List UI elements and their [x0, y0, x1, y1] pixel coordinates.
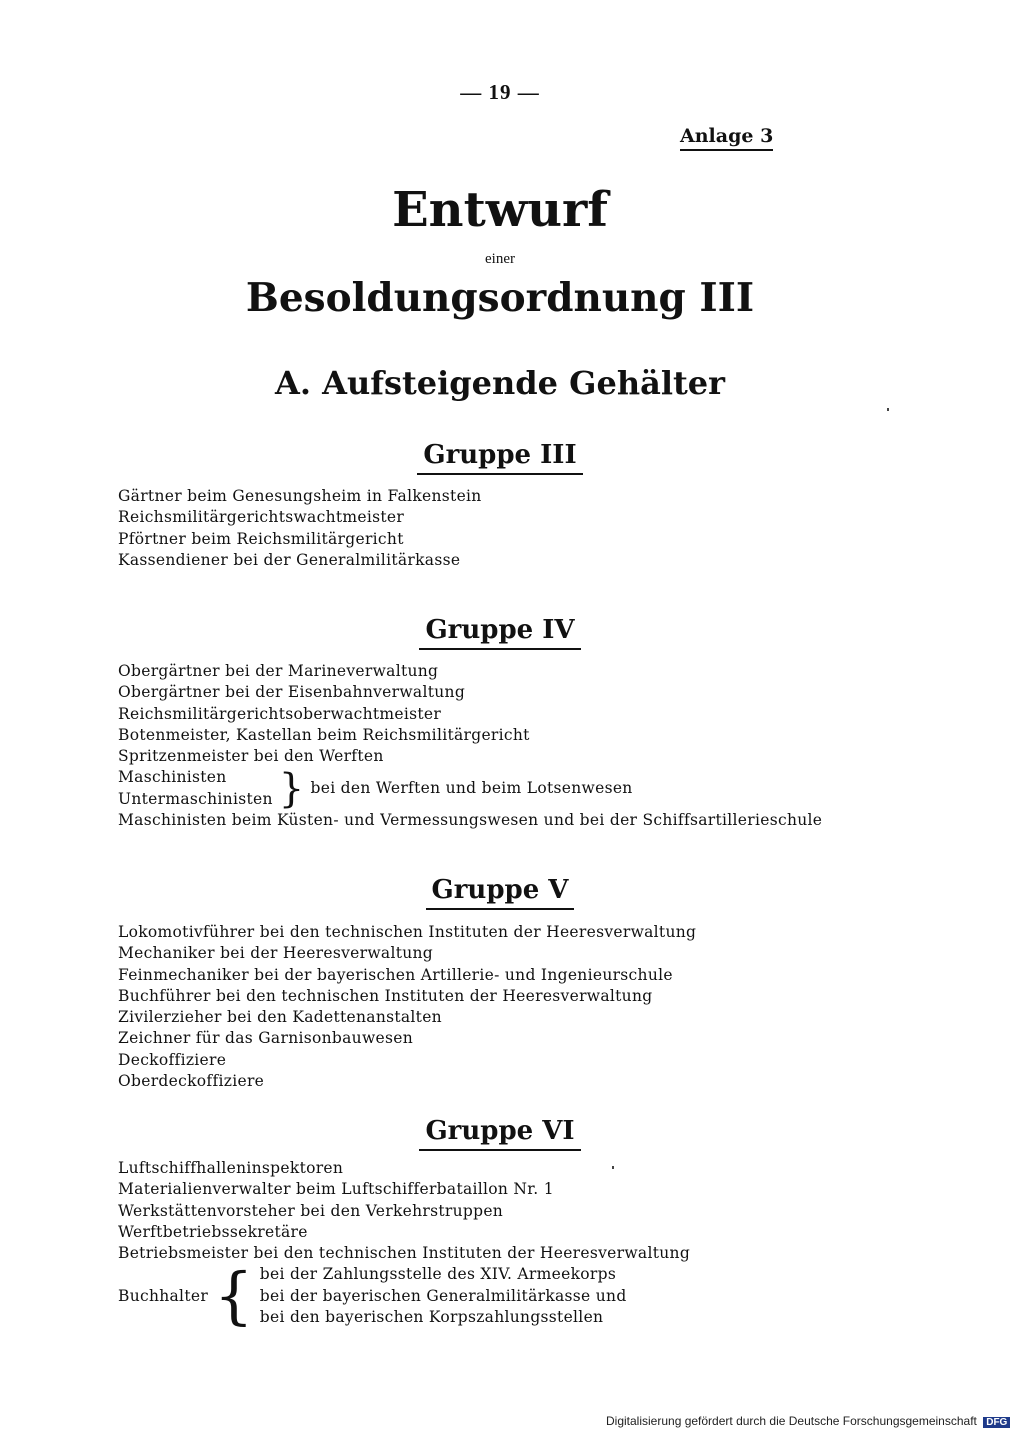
list-item: Lokomotivführer bei den technischen Instituten der Heeresverwaltung — [118, 923, 697, 941]
group-heading-vi — [0, 1116, 1000, 1151]
brace-label: Buchhalter — [118, 1286, 209, 1305]
right-brace: } — [278, 765, 305, 812]
list-item: Betriebsmeister bei den technischen Instituten der Heeresverwaltung — [118, 1244, 691, 1263]
brace-group — [118, 767, 822, 810]
group-iv-list — [118, 661, 822, 831]
left-brace: { — [214, 1259, 254, 1333]
list-item: Maschinisten beim Küsten- und Vermessungswesen und bei der Schiffsartillerieschule — [118, 811, 823, 830]
list-item: Luftschiffhalleninspektoren — [118, 1159, 344, 1177]
list-item: Werkstättenvorsteher bei den Verkehrstruppen — [118, 1201, 504, 1220]
group-heading-v — [0, 875, 1000, 910]
footer-credit — [606, 1414, 1010, 1428]
section-heading: A. Aufsteigende Gehälter — [275, 364, 725, 402]
list-item: Werftbetriebssekretäre — [118, 1222, 308, 1241]
group-heading-iv — [0, 615, 1000, 650]
list-item: Oberdeckoffiziere — [118, 1072, 265, 1091]
group-heading-vi-label: Gruppe VI — [419, 1116, 580, 1151]
list-item: Mechaniker bei der Heeresverwaltung — [118, 944, 434, 963]
document-subtitle: Besoldungsordnung III — [245, 275, 755, 321]
footer-text: Digitalisierung gefördert durch die Deutsche Forschungsgemeinschaft — [606, 1414, 977, 1428]
list-item: Reichsmilitärgerichtsoberwachtmeister — [118, 704, 442, 723]
scan-speck — [612, 1166, 614, 1169]
list-item: Reichsmilitärgerichtswachtmeister — [118, 508, 405, 527]
group-v-list — [118, 922, 696, 1092]
list-item: Zivilerzieher bei den Kadettenanstalten — [118, 1008, 442, 1027]
document-title: Entwurf — [392, 182, 608, 238]
list-item: Kassendiener bei der Generalmilitärkasse — [118, 550, 461, 569]
brace-items — [118, 767, 273, 810]
group-heading-iii — [0, 440, 1000, 475]
list-item: bei der Zahlungsstelle des XIV. Armeekorps — [259, 1265, 617, 1284]
list-item: Spritzenmeister bei den Werften — [118, 747, 384, 766]
brace-text: bei den Werften und beim Lotsenwesen — [310, 779, 633, 798]
list-item: Maschinisten — [118, 768, 227, 787]
group-heading-iii-label: Gruppe III — [417, 440, 582, 475]
group-heading-iv-label: Gruppe IV — [419, 615, 580, 650]
list-item: Botenmeister, Kastellan beim Reichsmilitärgericht — [118, 725, 530, 744]
list-item: Materialienverwalter beim Luftschifferbataillon Nr. 1 — [118, 1180, 554, 1199]
dfg-logo: DFG — [983, 1417, 1010, 1428]
annex-label: Anlage 3 — [680, 125, 773, 151]
group-heading-v-label: Gruppe V — [426, 875, 575, 910]
page-number: — 19 — — [460, 80, 540, 104]
brace-items — [260, 1264, 627, 1328]
list-item: Obergärtner bei der Marineverwaltung — [118, 662, 439, 680]
list-item: Gärtner beim Genesungsheim in Falkenstein — [118, 487, 482, 505]
brace-group — [118, 1259, 690, 1333]
list-item: bei der bayerischen Generalmilitärkasse und — [259, 1286, 627, 1305]
list-item: Pförtner beim Reichsmilitärgericht — [118, 529, 404, 548]
scan-speck — [887, 408, 889, 411]
group-iii-list — [118, 486, 482, 571]
list-item: Untermaschinisten — [118, 789, 273, 808]
title-connector: einer — [485, 251, 515, 267]
list-item: bei den bayerischen Korpszahlungsstellen — [259, 1308, 604, 1327]
list-item: Deckoffiziere — [118, 1050, 227, 1069]
list-item: Buchführer bei den technischen Instituten der Heeresverwaltung — [118, 986, 653, 1005]
list-item: Obergärtner bei der Eisenbahnverwaltung — [118, 683, 466, 702]
group-vi-list — [118, 1158, 691, 1333]
list-item: Feinmechaniker bei der bayerischen Artillerie- und Ingenieurschule — [118, 965, 673, 984]
list-item: Zeichner für das Garnisonbauwesen — [118, 1029, 413, 1048]
